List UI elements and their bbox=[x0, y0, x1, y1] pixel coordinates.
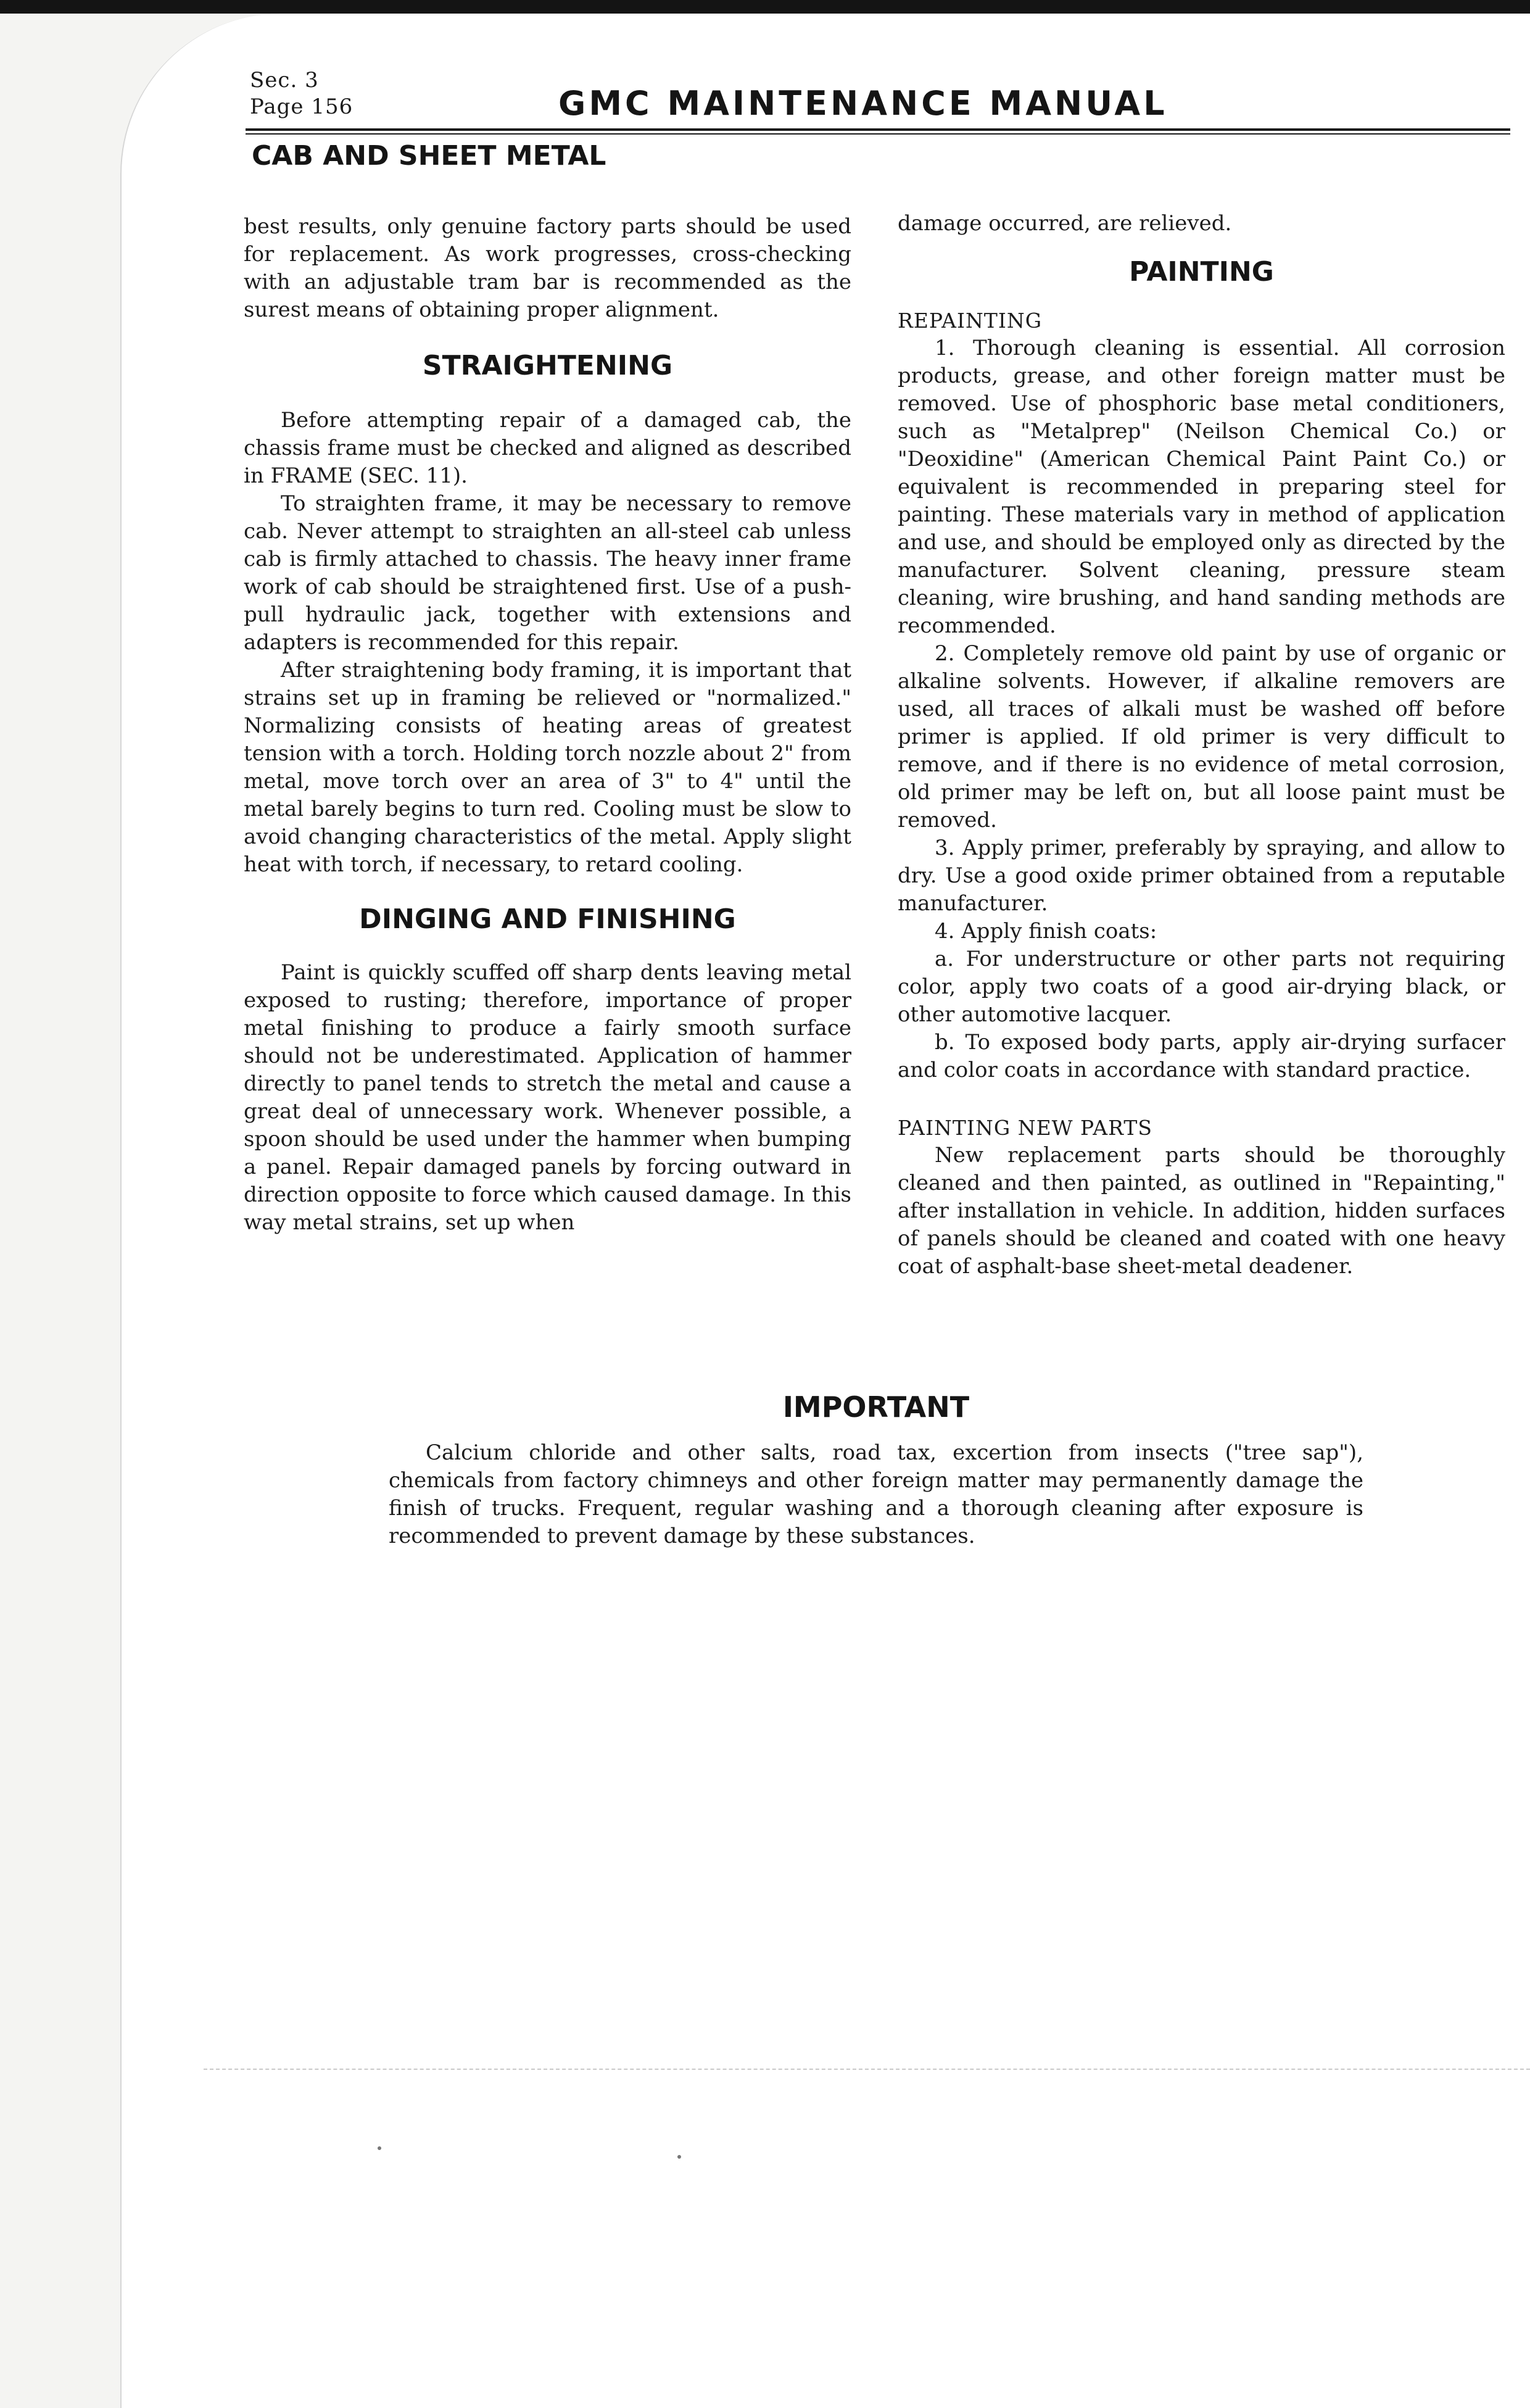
repainting-step: 2. Completely remove old paint by use of organic or alkaline solvents. However, if alkaline removers are used, all traces of alkali must be washed off before primer is applied. If old primer is very difficult to remove, and if there is no evidence of metal corrosion, old primer may be left on, but all loose paint must be removed. bbox=[898, 641, 1505, 832]
dinging-paragraph: Paint is quickly scuffed off sharp dents leaving metal exposed to rusting; therefore, importance of proper metal finishing to produce a fairly smooth surface should not be underestimated. Application of hammer directly to panel tends to stretch the metal and cause a great deal of unnecessary work. Whenever possible, a spoon should be used under the hammer when bumping a panel. Repair damaged panels by forcing outward in direction opposite to force which caused damage. In this way metal strains, set up when bbox=[244, 960, 851, 1235]
straightening-paragraph: To straighten frame, it may be necessary to remove cab. Never attempt to straighten an all-steel cab unless cab is firmly attached to chassis. The heavy inner frame work of cab should be straightened first. Use of a push-pull hydraulic jack, together with extensions and adapters is recommended for this repair. bbox=[244, 491, 851, 655]
intro-paragraph: best results, only genuine factory parts should be used for replacement. As work progresses, cross-checking with an adjustable tram bar is recommended as the surest means of obtaining proper alignment. bbox=[244, 214, 851, 322]
repainting-step: 1. Thorough cleaning is essential. All corrosion products, grease, and other foreign matter must be removed. Use of phosphoric base metal conditioners, such as "Metalprep" (Neilson Chemical Co.) or "Deoxidine" (American Chemical Paint Paint Co.) or equivalent is recommended in preparing steel for painting. These materials vary in method of application and use, and should be employed only as directed by the manufacturer. Solvent cleaning, pressure steam cleaning, wire brushing, and hand sanding methods are recommended. bbox=[898, 336, 1505, 638]
repainting-step: 3. Apply primer, preferably by spraying, and allow to dry. Use a good oxide primer obtained from a reputable manufacturer. bbox=[898, 836, 1505, 916]
important-note: Calcium chloride and other salts, road tax, excertion from insects ("tree sap"), chemicals from factory chimneys and other foreign matter may permanently damage the finish of trucks. Frequent, regular washing and a thorough cleaning after exposure is recommended to prevent damage by these substances. bbox=[389, 1440, 1363, 1548]
repainting-step: 4. Apply finish coats: bbox=[935, 919, 1157, 944]
straightening-paragraph: Before attempting repair of a damaged cab, the chassis frame must be checked and aligned as described in FRAME (SEC. 11). bbox=[244, 408, 851, 488]
painting-heading: PAINTING bbox=[1129, 256, 1274, 288]
repainting-substep: a. For understructure or other parts not requiring color, apply two coats of a good air-drying black, or other automotive lacquer. bbox=[898, 947, 1505, 1027]
page-number: Page 156 bbox=[250, 94, 354, 119]
dinging-heading: DINGING AND FINISHING bbox=[359, 903, 736, 935]
scan-top-border bbox=[0, 0, 1530, 14]
scan-speck bbox=[677, 2155, 681, 2159]
header-rule bbox=[246, 128, 1510, 131]
new-parts-paragraph: New replacement parts should be thoroughly cleaned and then painted, as outlined in "Repainting," after installation in vehicle. In addition, hidden surfaces of panels should be cleaned and coated with one heavy coat of asphalt-base sheet-metal deadener. bbox=[898, 1143, 1505, 1279]
manual-title: GMC MAINTENANCE MANUAL bbox=[558, 84, 1168, 123]
continuation-text: damage occurred, are relieved. bbox=[898, 211, 1232, 236]
section-title: CAB AND SHEET METAL bbox=[252, 140, 606, 172]
page-bottom-edge bbox=[204, 2069, 1530, 2070]
new-parts-subheading: PAINTING NEW PARTS bbox=[898, 1116, 1152, 1140]
left-column bbox=[244, 213, 851, 1237]
straightening-paragraph: After straightening body framing, it is important that strains set up in framing be relieved or "normalized." Normalizing consists of heating areas of greatest tension with a torch. Holding torch nozzle about 2" from metal, move torch over an area of 3" to 4" until the metal barely begins to turn red. Cooling must be slow to avoid changing characteristics of the metal. Apply slight heat with torch, if necessary, to retard cooling. bbox=[244, 658, 851, 877]
section-number: Sec. 3 bbox=[250, 68, 319, 93]
scan-speck bbox=[378, 2146, 381, 2150]
straightening-heading: STRAIGHTENING bbox=[422, 350, 673, 381]
repainting-subheading: REPAINTING bbox=[898, 309, 1043, 333]
right-column bbox=[898, 210, 1505, 1281]
header-rule-thin bbox=[246, 133, 1510, 135]
important-heading: IMPORTANT bbox=[782, 1390, 970, 1424]
repainting-substep: b. To exposed body parts, apply air-drying surfacer and color coats in accordance with standard practice. bbox=[898, 1030, 1505, 1082]
